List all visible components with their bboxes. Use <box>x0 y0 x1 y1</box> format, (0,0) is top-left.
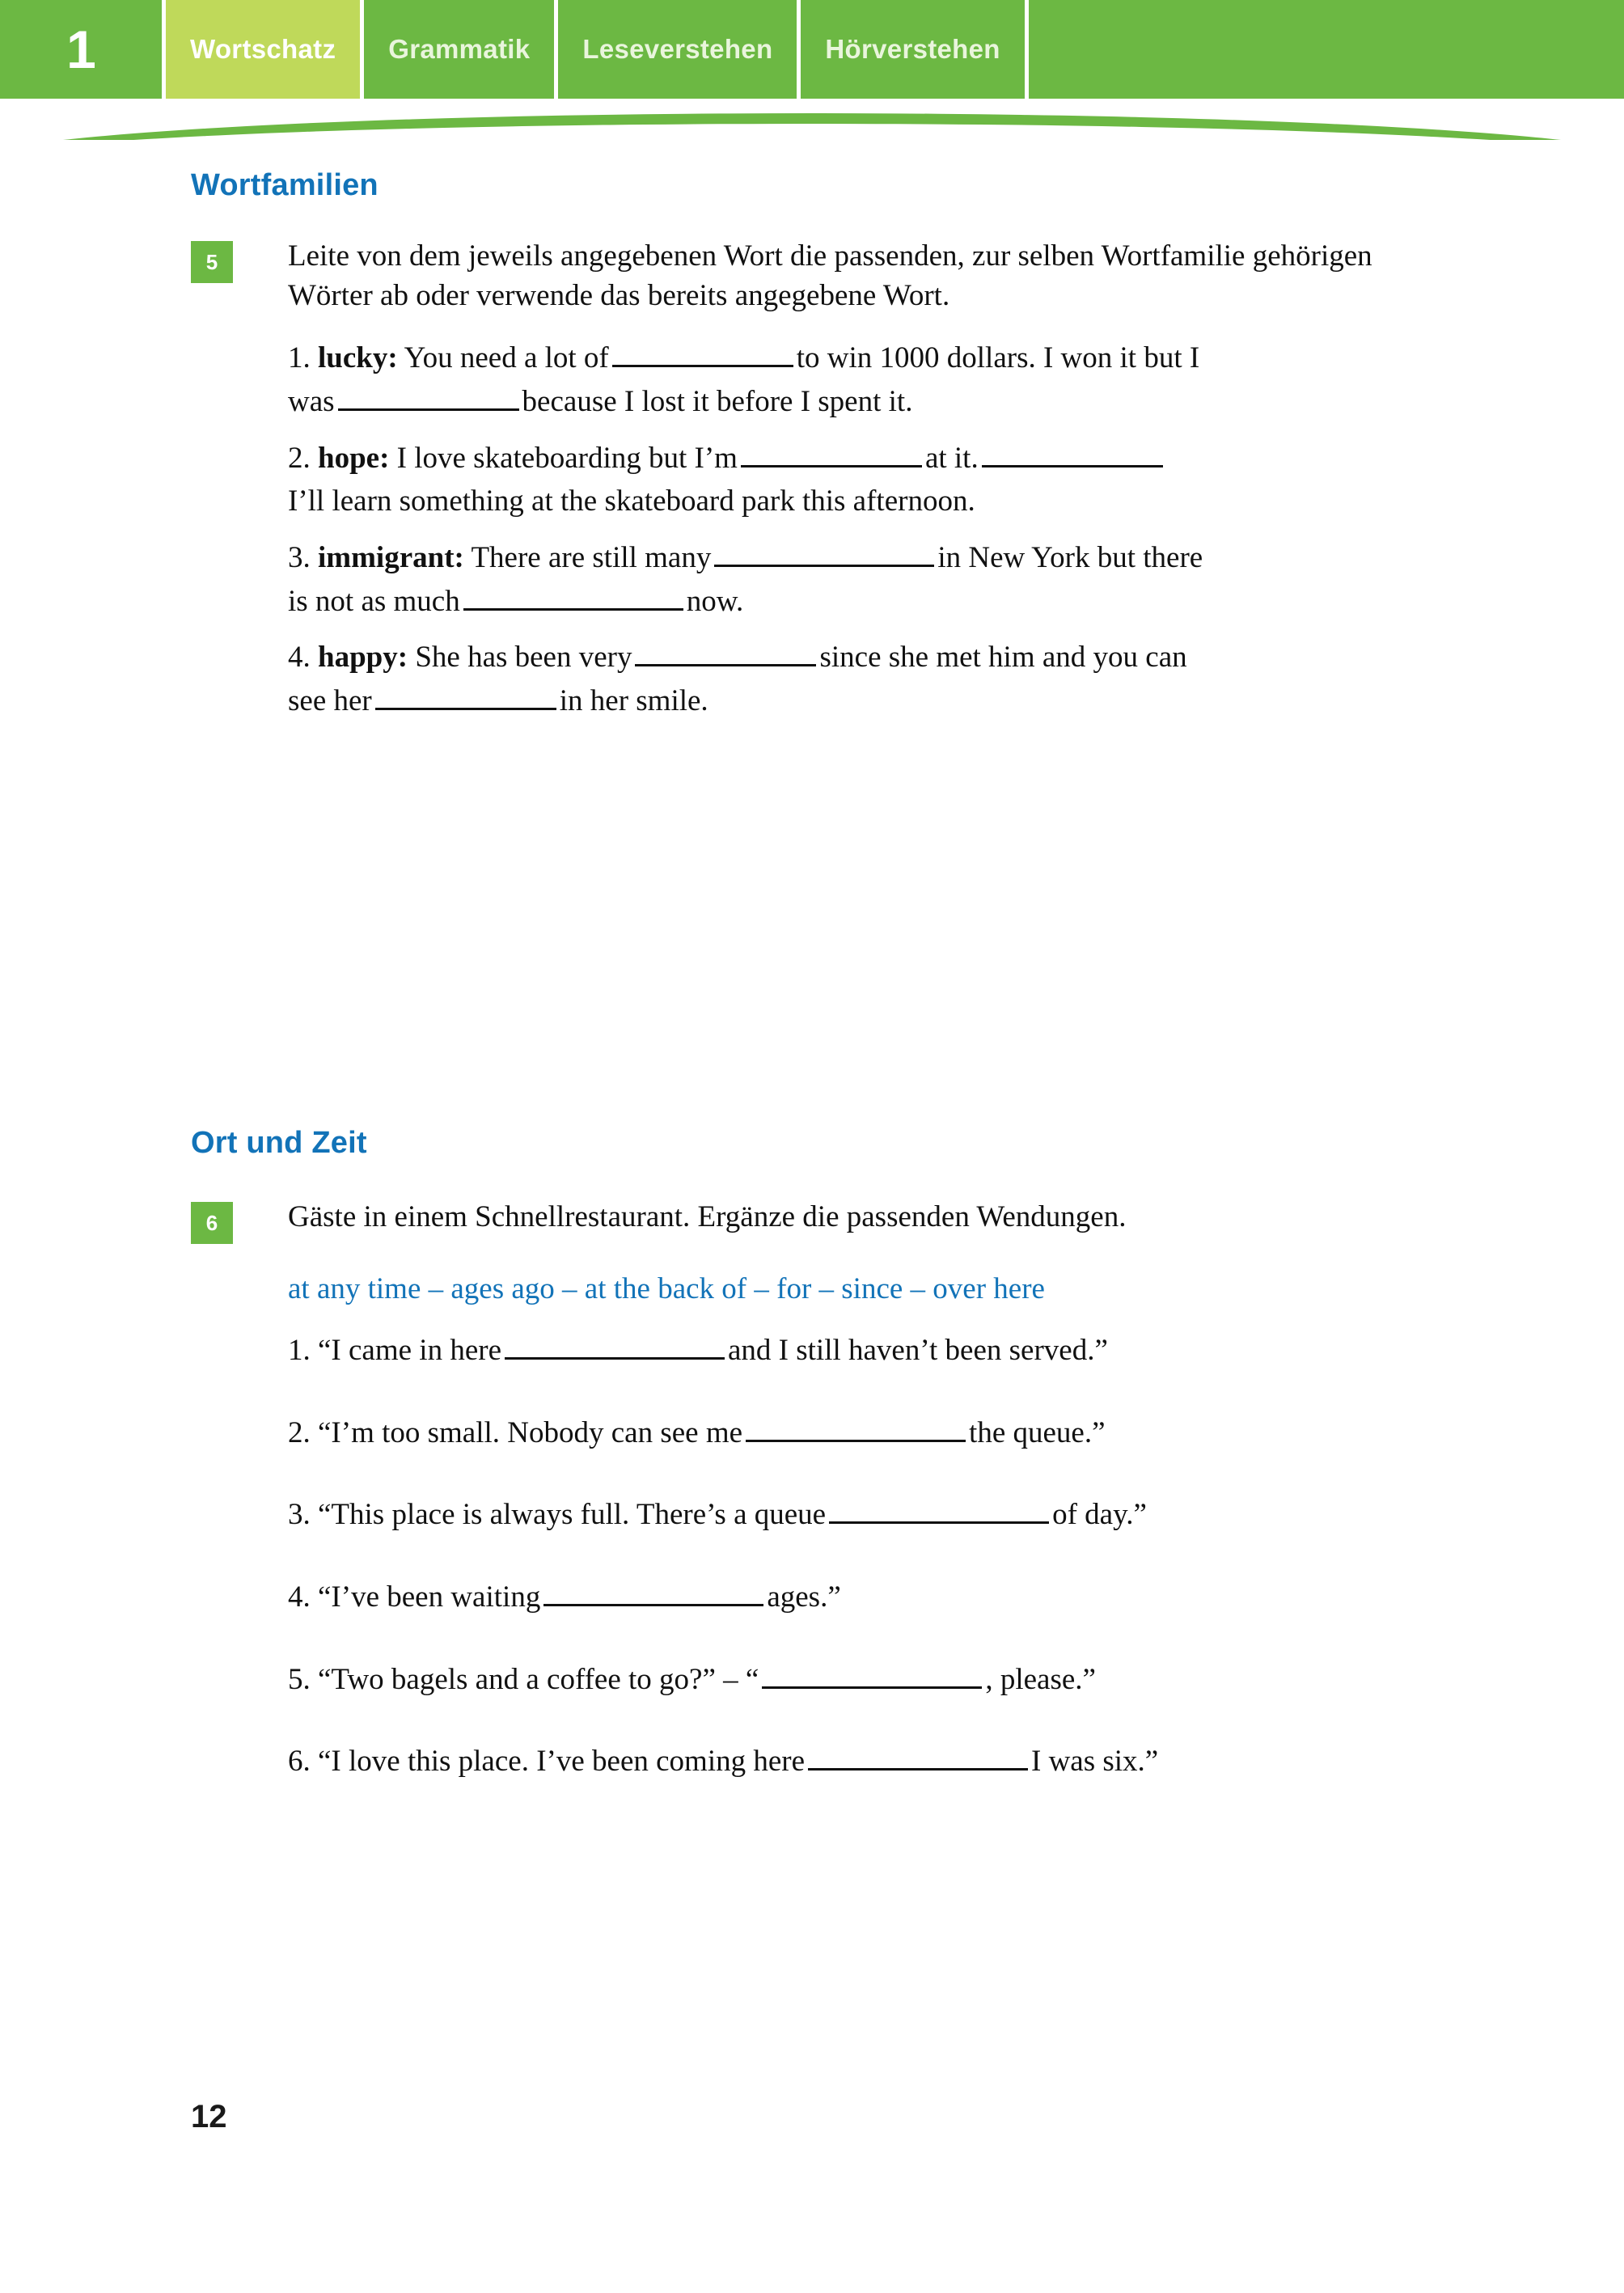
answer-blank[interactable] <box>463 581 683 611</box>
exercise-6-instruction: Gäste in einem Schnellrestaurant. Ergänze die passenden Wendungen. <box>288 1200 1127 1233</box>
item-number: 1. <box>288 1334 311 1367</box>
exercise-6-item-4 <box>288 1576 1566 1619</box>
answer-blank[interactable] <box>635 637 816 666</box>
item-text-part-1: She has been very <box>415 641 632 675</box>
item-text-part-1: “Two bagels and a coffee to go?” – “ <box>318 1662 759 1696</box>
item-text-part-1: You need a lot of <box>404 341 609 375</box>
item-text-part-2: in New York but there <box>937 540 1203 574</box>
item-number: 3. <box>288 540 311 574</box>
exercise-5-number-badge: 5 <box>191 241 233 283</box>
item-text-part-3: is not as much <box>288 584 460 618</box>
exercise-6-item-1 <box>288 1329 1566 1373</box>
item-text-part-4: now. <box>686 584 744 618</box>
item-text-part-4: because I lost it before I spent it. <box>522 385 913 419</box>
item-number: 5. <box>288 1662 311 1696</box>
page-number: 12 <box>191 2099 227 2134</box>
exercise-5 <box>191 236 1566 736</box>
item-keyword: lucky: <box>318 341 398 375</box>
item-text-part-2: ages.” <box>767 1580 841 1614</box>
exercise-6-header <box>191 1197 1566 1244</box>
item-text-part-1: “This place is always full. There’s a queue <box>318 1498 827 1532</box>
exercise-6-item-5 <box>288 1658 1566 1702</box>
exercise-6-item-list <box>288 1329 1566 1783</box>
item-number: 4. <box>288 641 311 675</box>
exercise-6-item-6 <box>288 1740 1566 1783</box>
item-text-part-1: “I’m too small. Nobody can see me <box>318 1415 743 1449</box>
answer-blank[interactable] <box>762 1659 982 1689</box>
answer-blank[interactable] <box>982 438 1163 467</box>
exercise-5-item-1 <box>288 336 1566 423</box>
exercise-5-item-2 <box>288 437 1566 523</box>
item-text-part-2: at it. <box>924 441 979 475</box>
item-number: 3. <box>288 1498 311 1532</box>
chapter-number: 1 <box>66 19 95 79</box>
tab-hoerverstehen[interactable] <box>797 0 1024 99</box>
section-title-wortfamilien: Wortfamilien <box>191 167 379 202</box>
item-text-part-2: the queue.” <box>969 1415 1106 1449</box>
answer-blank[interactable] <box>808 1741 1028 1771</box>
tab-leseverstehen-label: Leseverstehen <box>582 34 773 64</box>
item-text-part-2: , please.” <box>985 1662 1096 1696</box>
answer-blank[interactable] <box>505 1330 725 1360</box>
answer-blank[interactable] <box>741 438 922 467</box>
item-text-part-2: of day.” <box>1052 1498 1147 1532</box>
tab-leseverstehen[interactable] <box>554 0 797 99</box>
exercise-5-instruction: Leite von dem jeweils angegebenen Wort die passenden, zur selben Wortfamilie gehörigen Wörter ab oder verwende das bereits angegebene Wort. <box>288 239 1372 313</box>
item-keyword: immigrant: <box>318 540 464 574</box>
item-number: 2. <box>288 441 311 475</box>
exercise-6-number-badge: 6 <box>191 1202 233 1244</box>
tab-grammatik-label: Grammatik <box>388 34 531 64</box>
answer-blank[interactable] <box>829 1494 1049 1524</box>
answer-blank[interactable] <box>714 537 934 567</box>
chapter-header-bar <box>0 0 1624 99</box>
item-text-part-1: “I’ve been waiting <box>318 1580 541 1614</box>
exercise-6-word-bank: at any time – ages ago – at the back of – for – since – over here <box>288 1272 1045 1305</box>
tab-wortschatz[interactable] <box>162 0 360 99</box>
item-number: 2. <box>288 1415 311 1449</box>
item-text-part-3: see her <box>288 683 372 717</box>
item-text-part-1: “I came in here <box>318 1334 501 1367</box>
chapter-number-box <box>0 0 162 99</box>
item-text-part-2: and I still haven’t been served.” <box>728 1334 1108 1367</box>
exercise-5-item-3 <box>288 536 1566 623</box>
item-text-part-2: since she met him and you can <box>819 641 1187 675</box>
tab-grammatik[interactable] <box>360 0 554 99</box>
exercise-5-header <box>191 236 1566 315</box>
answer-blank[interactable] <box>612 337 793 367</box>
exercise-6 <box>191 1197 1566 1822</box>
exercise-5-item-4 <box>288 636 1566 722</box>
answer-blank[interactable] <box>375 680 556 710</box>
item-text-part-2: to win 1000 dollars. I won it but I <box>796 341 1200 375</box>
answer-blank[interactable] <box>543 1576 763 1606</box>
item-number: 6. <box>288 1745 311 1779</box>
decorative-swoosh <box>0 104 1624 140</box>
item-number: 1. <box>288 341 311 375</box>
item-text-part-2: I was six.” <box>1031 1745 1159 1779</box>
header-filler <box>1025 0 1624 99</box>
item-text-part-4: I’ll learn something at the skateboard park this afternoon. <box>288 484 975 518</box>
exercise-5-item-list <box>288 336 1566 722</box>
item-number: 4. <box>288 1580 311 1614</box>
section-title-ort-und-zeit: Ort und Zeit <box>191 1125 367 1160</box>
item-keyword: happy: <box>318 641 408 675</box>
item-text-part-1: “I love this place. I’ve been coming here <box>318 1745 806 1779</box>
answer-blank[interactable] <box>746 1412 966 1442</box>
answer-blank[interactable] <box>338 381 519 411</box>
exercise-6-item-3 <box>288 1493 1566 1537</box>
item-text-part-1: There are still many <box>471 540 712 574</box>
item-text-part-4: in her smile. <box>559 683 708 717</box>
item-text-part-1: I love skateboarding but I’m <box>396 441 738 475</box>
tab-hoerverstehen-label: Hörverstehen <box>825 34 1000 64</box>
tab-wortschatz-label: Wortschatz <box>190 34 336 64</box>
exercise-6-item-2 <box>288 1411 1566 1455</box>
item-keyword: hope: <box>318 441 390 475</box>
item-text-part-3: was <box>288 385 335 419</box>
